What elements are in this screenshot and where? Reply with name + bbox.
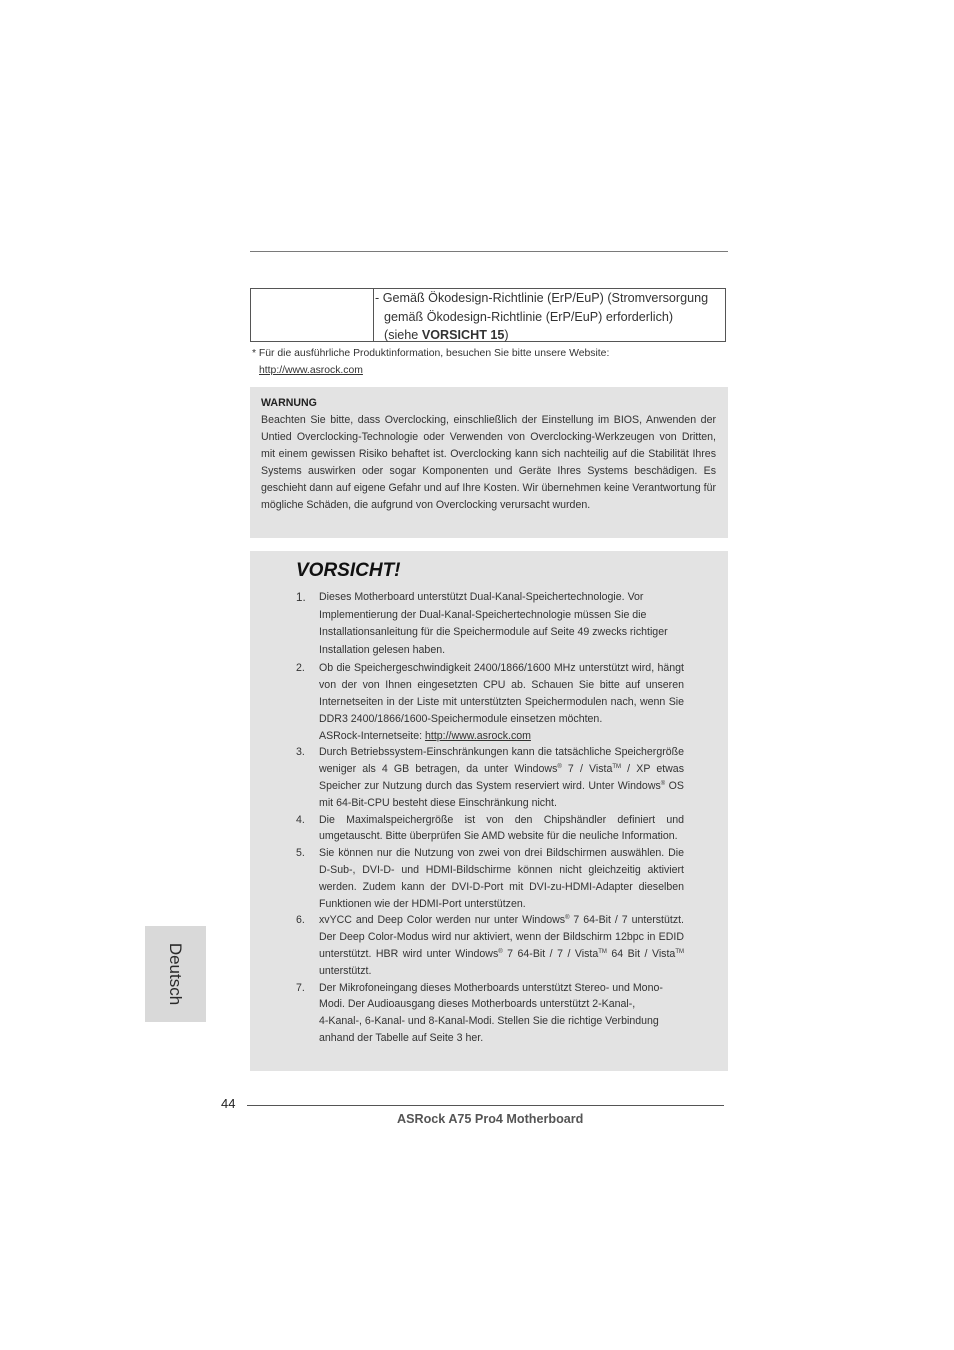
warning-title: WARNUNG: [261, 397, 317, 409]
caution-item-4: [296, 812, 684, 846]
registered-mark: ®: [557, 764, 562, 771]
footnote-text: * Für die ausführliche Produktinformation, besuchen Sie bitte unsere Website:: [252, 348, 610, 359]
caution-item-7: [296, 980, 684, 1047]
spec-line-3-suffix: ): [504, 328, 509, 343]
caution-item-7-line: anhand der Tabelle auf Seite 3 her.: [319, 1031, 484, 1044]
caution-item-1-line: Implementierung der Dual-Kanal-Speichertechnologie müssen Sie die: [319, 608, 647, 621]
caution-item-2-link-label: ASRock-Internetseite:: [319, 729, 425, 742]
registered-mark: ®: [660, 780, 666, 787]
footer-divider: [247, 1105, 724, 1106]
caution-item-1-line: Dieses Motherboard unterstützt Dual-Kanal-Speichertechnologie. Vor: [319, 591, 644, 603]
caution-item-3-text: [319, 744, 684, 811]
caution-item-5: [296, 845, 684, 912]
text-run: OS mit 64-Bit-CPU besteht diese Einschränkung nicht.: [319, 779, 684, 809]
caution-item-7-line: Der Mikrofoneingang dieses Motherboards unterstützt Stereo- und Mono-: [319, 981, 663, 994]
spec-table: [250, 288, 726, 342]
text-run: 64 Bit / Vista: [606, 947, 676, 960]
caution-item-number: 5.: [296, 847, 305, 860]
caution-item-7-line: 4-Kanal-, 6-Kanal- und 8-Kanal-Modi. Stellen Sie die richtige Verbindung: [319, 1015, 659, 1028]
spec-line-3: [375, 326, 725, 345]
text-run: 7 / Vista: [561, 763, 613, 776]
caution-item-1-line: Installation gelesen haben.: [319, 643, 446, 656]
text-run: xvYCC and Deep Color werden nur unter Windows: [319, 914, 566, 927]
caution-list: [296, 589, 684, 1047]
asrock-website-link[interactable]: http://www.asrock.com: [424, 729, 531, 742]
text-run: / XP etwas Speicher zur Nutzung durch das System reserviert wird. Unter Windows: [319, 763, 684, 792]
text-run: 7 64-Bit / 7 unterstützt. Der Deep Color-Modus wird nur aktiviert, wenn der Bildschirm 12bpc in EDID unterstützt. HBR wird unter Windows: [319, 914, 685, 960]
caution-item-2-text: Ob die Speichergeschwindigkeit 2400/1866/1600 MHz unterstützt wird, hängt von der von Ihnen eingesetzten CPU ab. Schauen Sie bitte auf unseren Internetseiten in der Liste mit unterstützten Speichermodulen nach, wenn Sie DDR3 2400/1866/1600-Speichermodule einsetzen möchten.: [319, 662, 684, 725]
caution-item-3: [296, 744, 684, 811]
trademark-mark: TM: [612, 764, 622, 771]
spec-line-2: gemäß Ökodesign-Richtlinie (ErP/EuP) erforderlich): [384, 309, 674, 324]
caution-item-number: 7.: [296, 981, 305, 994]
trademark-mark: TM: [598, 948, 607, 955]
footnote-link[interactable]: http://www.asrock.com: [259, 365, 363, 376]
footnote: [252, 345, 609, 379]
caution-item-1-line: Installationsanleitung für die Speichermodule auf Seite 49 zwecks richtiger: [319, 626, 668, 639]
registered-mark: ®: [498, 948, 503, 955]
caution-item-number: 6.: [296, 914, 305, 927]
caution-item-2-link-line: [319, 728, 684, 745]
caution-item-1: [296, 589, 684, 659]
caution-item-2: [296, 660, 684, 744]
footer-product-name: ASRock A75 Pro4 Motherboard: [397, 1112, 584, 1126]
caution-item-5-text: Sie können nur die Nutzung von zwei von drei Bildschirmen auswählen. Die D-Sub-, DVI-D- und HDMI-Bildschirme können nicht gleichzeitig aktiviert werden. Zudem kann der DVI-D-Port mit DVI-zu-HDMI-Adapter dieselben Funktionen wie der HDMI-Port unterstützen.: [319, 847, 684, 910]
caution-item-number: 3.: [296, 746, 305, 759]
spec-table-label-cell: [251, 289, 374, 341]
caution-item-number: 4.: [296, 813, 305, 826]
page-number: 44: [221, 1096, 236, 1111]
trademark-mark: TM: [675, 948, 684, 955]
caution-item-7-line: Modi. Der Audioausgang dieses Motherboards unterstützt 2-Kanal-,: [319, 998, 636, 1011]
registered-mark: ®: [565, 915, 570, 922]
caution-item-4-text: Die Maximalspeichergröße ist von den Chipshändler definiert und umgetauscht. Bitte überprüfen Sie AMD website für die neuliche Information.: [319, 813, 684, 843]
spec-caution-ref: VORSICHT 15: [421, 328, 505, 343]
spec-table-value-cell: [375, 289, 725, 345]
warning-box: [250, 387, 728, 538]
caution-title: VORSICHT!: [296, 560, 401, 581]
warning-text: Beachten Sie bitte, dass Overclocking, einschließlich der Einstellung im BIOS, Anwenden der Untied Overclocking-Technologie oder Verwenden von Overclocking-Werkzeugen von Dritten, mit einem gewissen Risiko behaftet ist. Overclocking kann sich nachteilig auf die Stabilität Ihres Systems auswirken oder sogar Komponenten und Geräte Ihres Systems beschädigen. Es geschieht dann auf eigene Gefahr und auf Ihre Kosten. Wir übernehmen keine Verantwortung für mögliche Schäden, die aufgrund von Overclocking verursacht wurden.: [261, 414, 716, 511]
language-side-tab: [145, 926, 206, 1022]
text-run: Durch Betriebssystem-Einschränkungen kann die tatsächliche Speichergröße weniger als 4 GB betragen, da unter Windows: [319, 746, 684, 776]
text-run: 7 64-Bit / 7 / Vista: [502, 947, 599, 960]
caution-item-number: 1.: [296, 591, 306, 604]
text-run: unterstützt.: [319, 964, 372, 977]
caution-item-number: 2.: [296, 662, 305, 675]
header-divider: [250, 251, 728, 252]
caution-box: [250, 551, 728, 1071]
language-tab-label: Deutsch: [166, 942, 185, 1006]
caution-item-6: [296, 912, 684, 979]
spec-line-3-prefix: (siehe: [384, 328, 422, 343]
caution-item-6-text: [319, 912, 684, 979]
spec-line-1: - Gemäß Ökodesign-Richtlinie (ErP/EuP) (Stromversorgung: [375, 291, 709, 305]
